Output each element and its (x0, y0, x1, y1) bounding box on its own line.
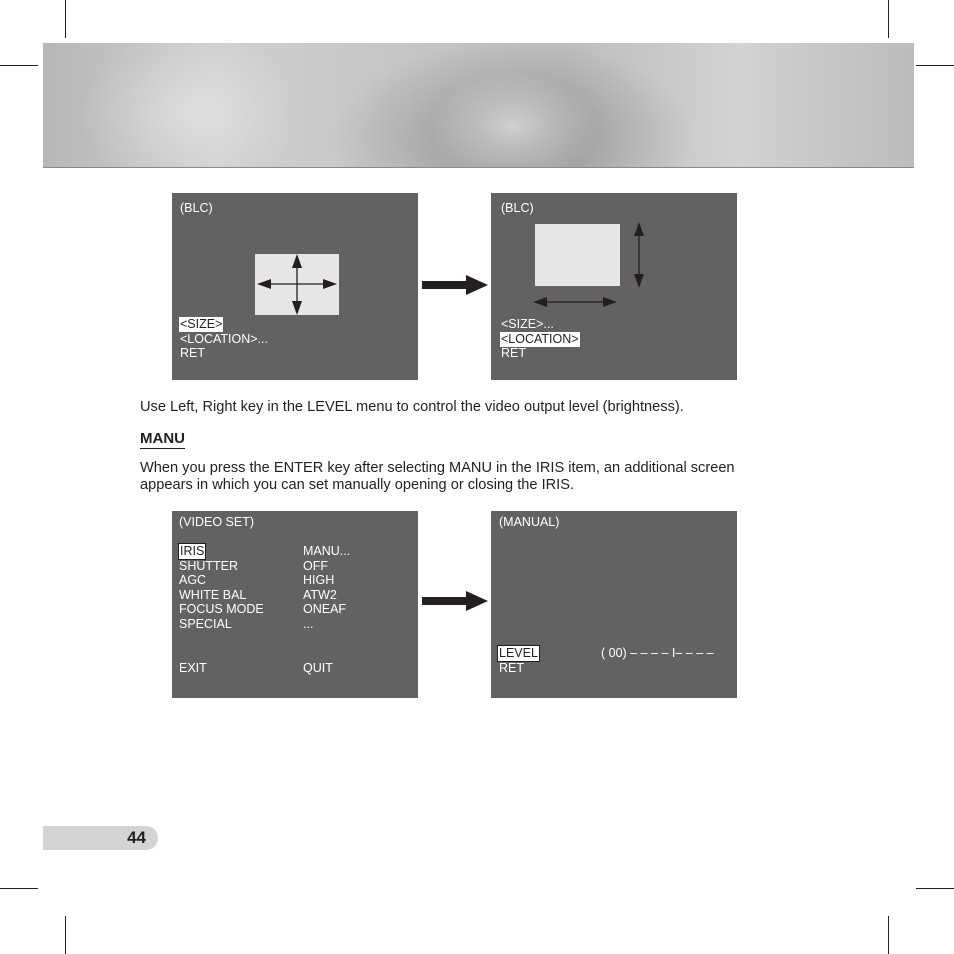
menu-item-size[interactable]: <SIZE>... (501, 317, 554, 331)
horizontal-arrow-icon (533, 294, 617, 310)
menu-value-shutter: OFF (303, 559, 328, 573)
blc-size-screen (172, 193, 418, 380)
menu-item-location[interactable]: <LOCATION>... (180, 332, 268, 346)
crop-mark (916, 888, 954, 889)
manu-description-line-2: appears in which you can set manually opening or closing the IRIS. (140, 477, 575, 493)
right-arrow-icon (422, 275, 488, 295)
manu-heading: MANU (140, 430, 185, 447)
crop-mark (0, 65, 38, 66)
crop-mark (888, 916, 889, 954)
menu-item-agc[interactable]: AGC (179, 573, 207, 587)
manual-screen (491, 511, 737, 698)
menu-item-ret[interactable]: RET (501, 346, 526, 360)
menu-value-white-bal: ATW2 (303, 588, 337, 602)
move-arrows-icon (255, 254, 339, 315)
menu-item-special[interactable]: SPECIAL (179, 617, 232, 631)
crop-mark (916, 65, 954, 66)
vertical-arrow-icon (631, 222, 647, 288)
page-number: 44 (127, 828, 146, 847)
menu-item-level[interactable]: LEVEL (499, 646, 538, 660)
screen-title: (BLC) (501, 201, 534, 215)
level-instruction-text: Use Left, Right key in the LEVEL menu to control the video output level (brightness). (140, 399, 684, 415)
menu-item-white-bal[interactable]: WHITE BAL (179, 588, 247, 602)
menu-item-exit[interactable]: EXIT (179, 661, 207, 675)
screen-title: (MANUAL) (499, 515, 560, 529)
menu-item-ret[interactable]: RET (180, 346, 205, 360)
header-banner-image (43, 43, 914, 168)
crop-mark (888, 0, 889, 38)
blc-area-box (535, 224, 620, 286)
blc-location-screen (491, 193, 737, 380)
screen-title: (VIDEO SET) (179, 515, 255, 529)
menu-item-iris[interactable]: IRIS (180, 544, 205, 558)
menu-value-agc: HIGH (303, 573, 335, 587)
crop-mark (0, 888, 38, 889)
manu-description-line-1: When you press the ENTER key after selecting MANU in the IRIS item, an additional screen (140, 460, 735, 476)
menu-item-shutter[interactable]: SHUTTER (179, 559, 239, 573)
right-arrow-icon (422, 591, 488, 611)
menu-item-ret[interactable]: RET (499, 661, 524, 675)
level-value-indicator: ( 00) – – – – I– – – – (601, 646, 714, 660)
menu-value-iris: MANU... (303, 544, 351, 558)
screen-title: (BLC) (180, 201, 213, 215)
menu-item-location[interactable]: <LOCATION> (501, 332, 579, 346)
crop-mark (65, 0, 66, 38)
crop-mark (65, 916, 66, 954)
page-number-tab (43, 826, 158, 850)
menu-item-size[interactable]: <SIZE> (180, 317, 223, 331)
menu-value-exit: QUIT (303, 661, 333, 675)
menu-item-focus-mode[interactable]: FOCUS MODE (179, 602, 264, 616)
menu-value-special: ... (303, 617, 314, 631)
menu-value-focus-mode: ONEAF (303, 602, 347, 616)
video-set-screen (172, 511, 418, 698)
